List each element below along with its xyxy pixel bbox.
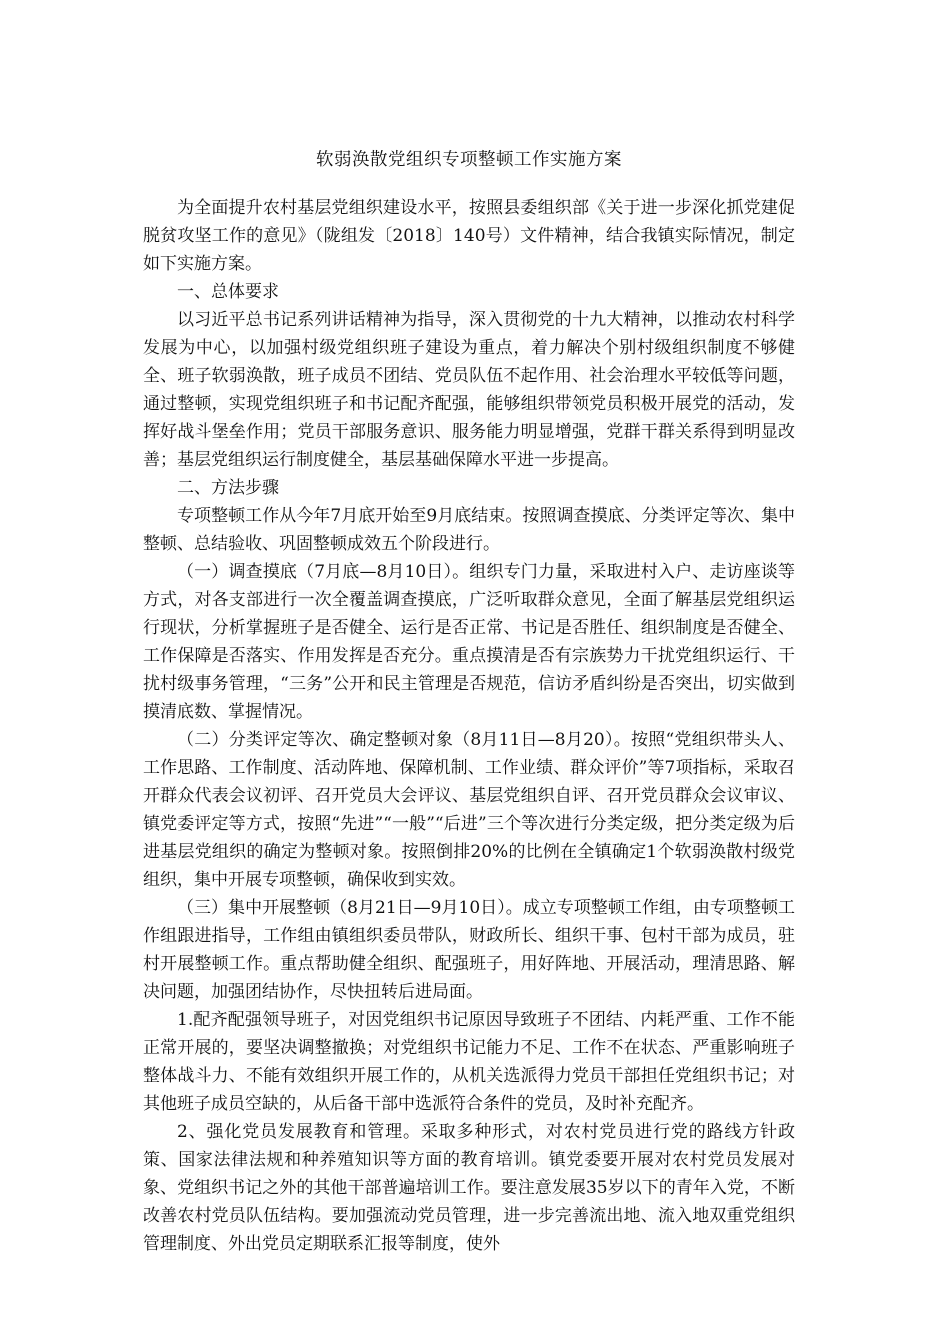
step-2-paragraph: （二）分类评定等次、确定整顿对象（8月11日—8月20）。按照“党组织带头人、工作思路、工作制度、活动阵地、保障机制、工作业绩、群众评价”等7项指标，采取召开群众代表会议初评、召开党员大会评议、基层党组织自评、召开党员群众会议审议、镇党委评定等方式，按照“先进”“一般”“后进”三个等次进行分类定级，把分类定级为后进基层党组织的确定为整顿对象。按照倒排20%的比例在全镇确定1个软弱涣散村级党组织，集中开展专项整顿，确保收到实效。 xyxy=(143,730,795,890)
item-2-paragraph: 2、强化党员发展教育和管理。采取多种形式，对农村党员进行党的路线方针政策、国家法律法规和种养殖知识等方面的教育培训。镇党委要开展对农村党员发展对象、党组织书记之外的其他干部普遍培训工作。要注意发展35岁以下的青年入党，不断改善农村党员队伍结构。要加强流动党员管理，进一步完善流出地、流入地双重党组织管理制度、外出党员定期联系汇报等制度，使外 xyxy=(143,1122,795,1254)
section-heading-steps: 二、方法步骤 xyxy=(177,478,279,498)
step-3-paragraph: （三）集中开展整顿（8月21日—9月10日）。成立专项整顿工作组，由专项整顿工作组跟进指导，工作组由镇组织委员带队，财政所长、组织干事、包村干部为成员，驻村开展整顿工作。重点帮助健全组织、配强班子，用好阵地、开展活动，理清思路、解决问题，加强团结协作，尽快扭转后进局面。 xyxy=(143,898,795,1002)
document-title: 软弱涣散党组织专项整顿工作实施方案 xyxy=(316,150,622,170)
intro-paragraph: 为全面提升农村基层党组织建设水平，按照县委组织部《关于进一步深化抓党建促脱贫攻坚工作的意见》（陇组发〔2018〕140号）文件精神，结合我镇实际情况，制定如下实施方案。 xyxy=(143,198,795,274)
general-requirements-paragraph: 以习近平总书记系列讲话精神为指导，深入贯彻党的十九大精神，以推动农村科学发展为中心，以加强村级党组织班子建设为重点，着力解决个别村级组织制度不够健全、班子软弱涣散，班子成员不团结、党员队伍不起作用、社会治理水平较低等问题，通过整顿，实现党组织班子和书记配齐配强，能够组织带领党员积极开展党的活动，发挥好战斗堡垒作用；党员干部服务意识、服务能力明显增强，党群干群关系得到明显改善；基层党组织运行制度健全，基层基础保障水平进一步提高。 xyxy=(143,310,795,470)
item-1-paragraph: 1.配齐配强领导班子，对因党组织书记原因导致班子不团结、内耗严重、工作不能正常开展的，要坚决调整撤换；对党组织书记能力不足、工作不在状态、严重影响班子整体战斗力、不能有效组织开展工作的，从机关选派得力党员干部担任党组织书记；对其他班子成员空缺的，从后备干部中选派符合条件的党员，及时补充配齐。 xyxy=(143,1010,795,1114)
steps-overview-paragraph: 专项整顿工作从今年7月底开始至9月底结束。按照调查摸底、分类评定等次、集中整顿、总结验收、巩固整顿成效五个阶段进行。 xyxy=(143,506,795,554)
section-heading-general: 一、总体要求 xyxy=(177,282,279,302)
step-1-paragraph: （一）调查摸底（7月底—8月10日）。组织专门力量，采取进村入户、走访座谈等方式，对各支部进行一次全覆盖调查摸底，广泛听取群众意见，全面了解基层党组织运行现状，分析掌握班子是否健全、运行是否正常、书记是否胜任、组织制度是否健全、工作保障是否落实、作用发挥是否充分。重点摸清是否有宗族势力干扰党组织运行、干扰村级事务管理，“三务”公开和民主管理是否规范，信访矛盾纠纷是否突出，切实做到摸清底数、掌握情况。 xyxy=(143,562,795,722)
document-page xyxy=(143,146,795,1258)
